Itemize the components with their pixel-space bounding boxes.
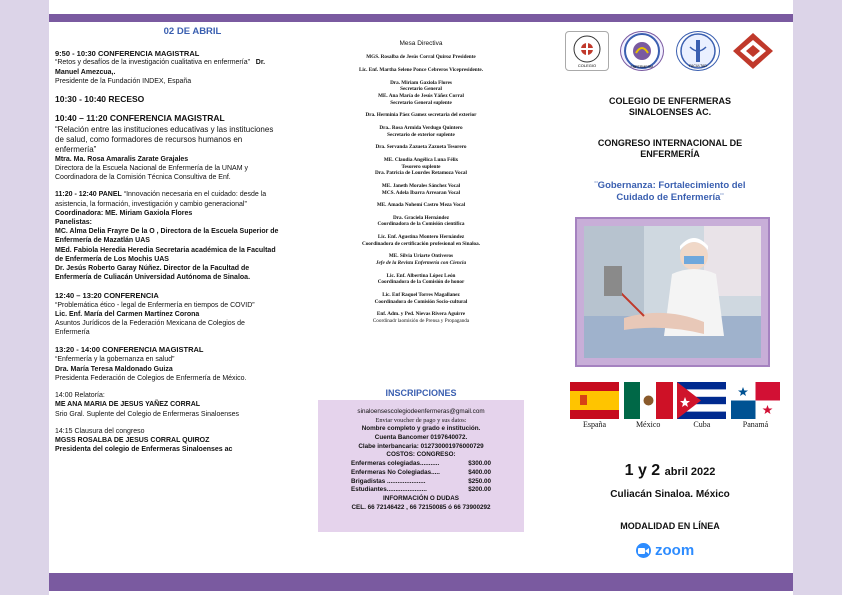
directiva-member: ME. Silvia Uriarte Ontiveros Jefe de la Revista Enfermería con Ciencia (375, 253, 467, 267)
session-title: 10:30 - 10:40 RECESO (55, 94, 145, 105)
inscripciones-title: INSCRIPCIONES (385, 388, 457, 398)
session-title: 12:40 – 13:20 CONFERENCIA (55, 290, 159, 300)
bank-account: Cuenta Bancomer 0197640072. (374, 434, 468, 442)
panelist: MEd. Fabiola Heredia Heredia Secretaria académica de la Facultad de Enfermería de Los Mochis UAS (55, 246, 276, 263)
panelist: MC. Alma Delia Frayre De la O , Directora de la Escuela Superior de Enfermería de Mazatlán UAS (55, 228, 279, 245)
logos-row (565, 30, 775, 72)
session-2 (55, 94, 280, 105)
event-date: 1 y 2 abril 2022 (624, 462, 716, 479)
cost-row: Brigadistas ...................... $250.00 (351, 477, 491, 485)
insc-instructions: Nombre completo y grado e institución. (361, 425, 481, 433)
directiva-column (318, 40, 524, 331)
session-4 (55, 190, 280, 282)
nurse-photo (575, 217, 770, 367)
congress-theme: ¨Gobernanza: Fortalecimiento del Cuidado de Enfermería¨ (594, 180, 746, 203)
session-affiliation: Asuntos Jurídicos de la Federación Mexicana de Colegios de Enfermería (55, 319, 245, 337)
directiva-member: Dra.. Rosa Armida Verdugo Quintero Secretario de exterior suplente (379, 124, 463, 138)
session-speaker: Lic. Enf. María del Carmen Martínez Corona (55, 310, 200, 318)
session-title: 14:15 Clausura del congreso (55, 427, 145, 435)
enfermeria-logo (620, 31, 664, 71)
svg-text:ENFERMERÍA: ENFERMERÍA (630, 65, 654, 69)
session-topic: “Enfermería y la gobernanza en salud” (55, 356, 175, 364)
zoom-logo (636, 542, 694, 559)
org-name: COLEGIO DE ENFERMERAS SINALOENSES AC. (608, 96, 731, 118)
session-5 (55, 291, 280, 338)
directiva-member: ME. Janeth Morales Sánchez Vocal MCS. Adela Ibarra Arrearan Vocal (381, 182, 461, 196)
session-topic: “Retos y desafíos de la investigación cualitativa en enfermería” Dr. Manuel Amezcua,. (55, 59, 266, 76)
session-title: 9:50 - 10:30 CONFERENCIA MAGISTRAL (55, 48, 200, 58)
contact-email[interactable]: sinaloensescolegiodeenfermeras@gmail.com (357, 408, 485, 415)
directiva-member: Enf. Adm. y Ped. Nievas Rivera Aguirre Coordinadr laomisión de Prensa y Propaganda (372, 311, 470, 325)
directiva-member: ME. Claudia Angélica Luna Félix Tesorero suplente Dra. Patricia de Lourdes Retamoza Vocal (375, 156, 467, 177)
directiva-member: Dra. Miriam Gaxiola Flores Secretario General ME. Ana María de Jesús Yáñez Corral Secretario General suplente (378, 79, 464, 106)
session-topic: “Problemática ético - legal de Enfermería en tiempos de COVID” (55, 301, 255, 309)
cost-row: Enfermeras No Colegiadas..... $400.00 (351, 468, 491, 476)
inscripciones-panel (318, 400, 524, 532)
directiva-member: Dra. Herminia Páez Gamez secretaria del exterior (365, 112, 477, 119)
flags-row (570, 382, 780, 429)
session-7 (55, 391, 280, 419)
directiva-member: Lic. Enf. Albertina López León Coordinadora de la Comisión de honor (377, 272, 465, 286)
directiva-member: Lic. Enf. Agustina Montero Hernández Coordinadora de certificación profesional en Sinaloa. (361, 234, 481, 247)
session-8 (55, 427, 280, 455)
directiva-member: Dra. Servanda Zazueta Zazueta Tesorero (375, 144, 467, 151)
institution-logo (731, 31, 775, 71)
congress-name: CONGRESO INTERNACIONAL DE ENFERMERÍA (597, 138, 743, 160)
colegio-logo (565, 31, 609, 71)
event-place: Culiacán Sinaloa. México (610, 489, 730, 500)
event-modality: MODALIDAD EN LÍNEA (620, 521, 720, 531)
session-affiliation: Presidenta Federación de Colegios de Enfermería de México. (55, 374, 247, 382)
session-3 (55, 113, 280, 182)
directiva-member: Lic. Enf Raquel Torres Magallanez Coordinadora de Comisión Socio-cultural (374, 292, 468, 305)
session-6 (55, 345, 280, 383)
svg-text:COLEGIO: COLEGIO (577, 63, 597, 68)
flag-mexico: México (624, 382, 673, 429)
flag-cuba: Cuba (677, 382, 726, 429)
info-title: INFORMACIÓN O DUDAS (383, 494, 459, 502)
panel-label: Panelistas: (55, 218, 92, 226)
directiva-member: Lic. Enf. Martha Selene Ponce Cebreros Vicepresidente. (358, 66, 484, 73)
session-title: 13:20 - 14:00 CONFERENCIA MAGISTRAL (55, 345, 204, 355)
session-speaker: Dra. María Teresa Maldonado Guiza (55, 365, 173, 373)
insc-instructions: Enviar voucher de pago y sus datos: (375, 416, 467, 424)
svg-text:FACULTAD: FACULTAD (688, 64, 707, 68)
schedule-date: 02 DE ABRIL (163, 26, 222, 37)
flag-panama: Panamá (731, 382, 780, 429)
bank-clabe: Clabe interbancaria: 012730001976000729 (358, 442, 484, 450)
directiva-member: MGS. Rosalba de Jesús Corral Quiroz Presidente (366, 54, 476, 61)
zoom-text: zoom (655, 542, 695, 559)
cost-row: Estudiantes....................... $200.00 (351, 486, 491, 494)
bottom-bar (49, 573, 793, 591)
session-title: 10:40 – 11:20 CONFERENCIA MAGISTRAL (55, 113, 225, 124)
costs-title: COSTOS: CONGRESO: (386, 451, 456, 459)
directiva-title: Mesa Directiva (399, 40, 443, 47)
schedule-column (55, 26, 280, 462)
session-speaker: ME ANA MARIA DE JESUS YAÑEZ CORRAL (55, 401, 201, 409)
session-topic: “Relación entre las instituciones educativas y las instituciones de salud, como formadores de recursos humanos en enfermería” (55, 124, 274, 154)
top-bar (49, 14, 793, 22)
session-coordinator: Coordinadora: ME. Miriam Gaxiola Flores (55, 209, 193, 217)
session-1 (55, 49, 280, 87)
zoom-camera-icon (636, 543, 651, 558)
contact-phones: CEL. 66 72146422 , 66 72150085 ó 66 73900292 (351, 503, 491, 511)
session-speaker: MGSS ROSALBA DE JESUS CORRAL QUIROZ (55, 436, 210, 444)
facultad-logo (676, 31, 720, 71)
session-affiliation: Srio Gral. Suplente del Colegio de Enfermeras Sinaloenses (55, 410, 240, 418)
panelist: Dr. Jesús Roberto Garay Núñez. Director de la Facultad de Enfermería de Culiacán Universidad Autónoma de Sinaloa. (55, 265, 251, 282)
cost-row: Enfermeras colegiadas........... $300.00 (351, 460, 491, 468)
session-title: 14:00 Relatoría: (55, 392, 105, 400)
session-affiliation: Directora de la Escuela Nacional de Enfermería de la UNAM y Coordinadora de la Comisión Técnica Consultiva de Enf. (55, 164, 248, 182)
flag-spain: España (570, 382, 619, 429)
session-topic: 11:20 - 12:40 PANEL “Innovación necesaria en el cuidado: desde la asistencia, la formación, investigación y cambio generacional” (55, 191, 267, 208)
session-affiliation: Presidenta del colegio de Enfermeras Sinaloenses ac (55, 446, 233, 454)
directiva-member: ME. Amada Nohemí Castro Meza Vocal (376, 202, 466, 209)
session-speaker: Mtra. Ma. Rosa Amaralis Zarate Grajales (55, 155, 189, 163)
session-affiliation: Presidente de la Fundación INDEX, España (55, 77, 192, 85)
directiva-member: Dra. Graciela Hernández Coordinadora de la Comisión científica (377, 214, 465, 228)
